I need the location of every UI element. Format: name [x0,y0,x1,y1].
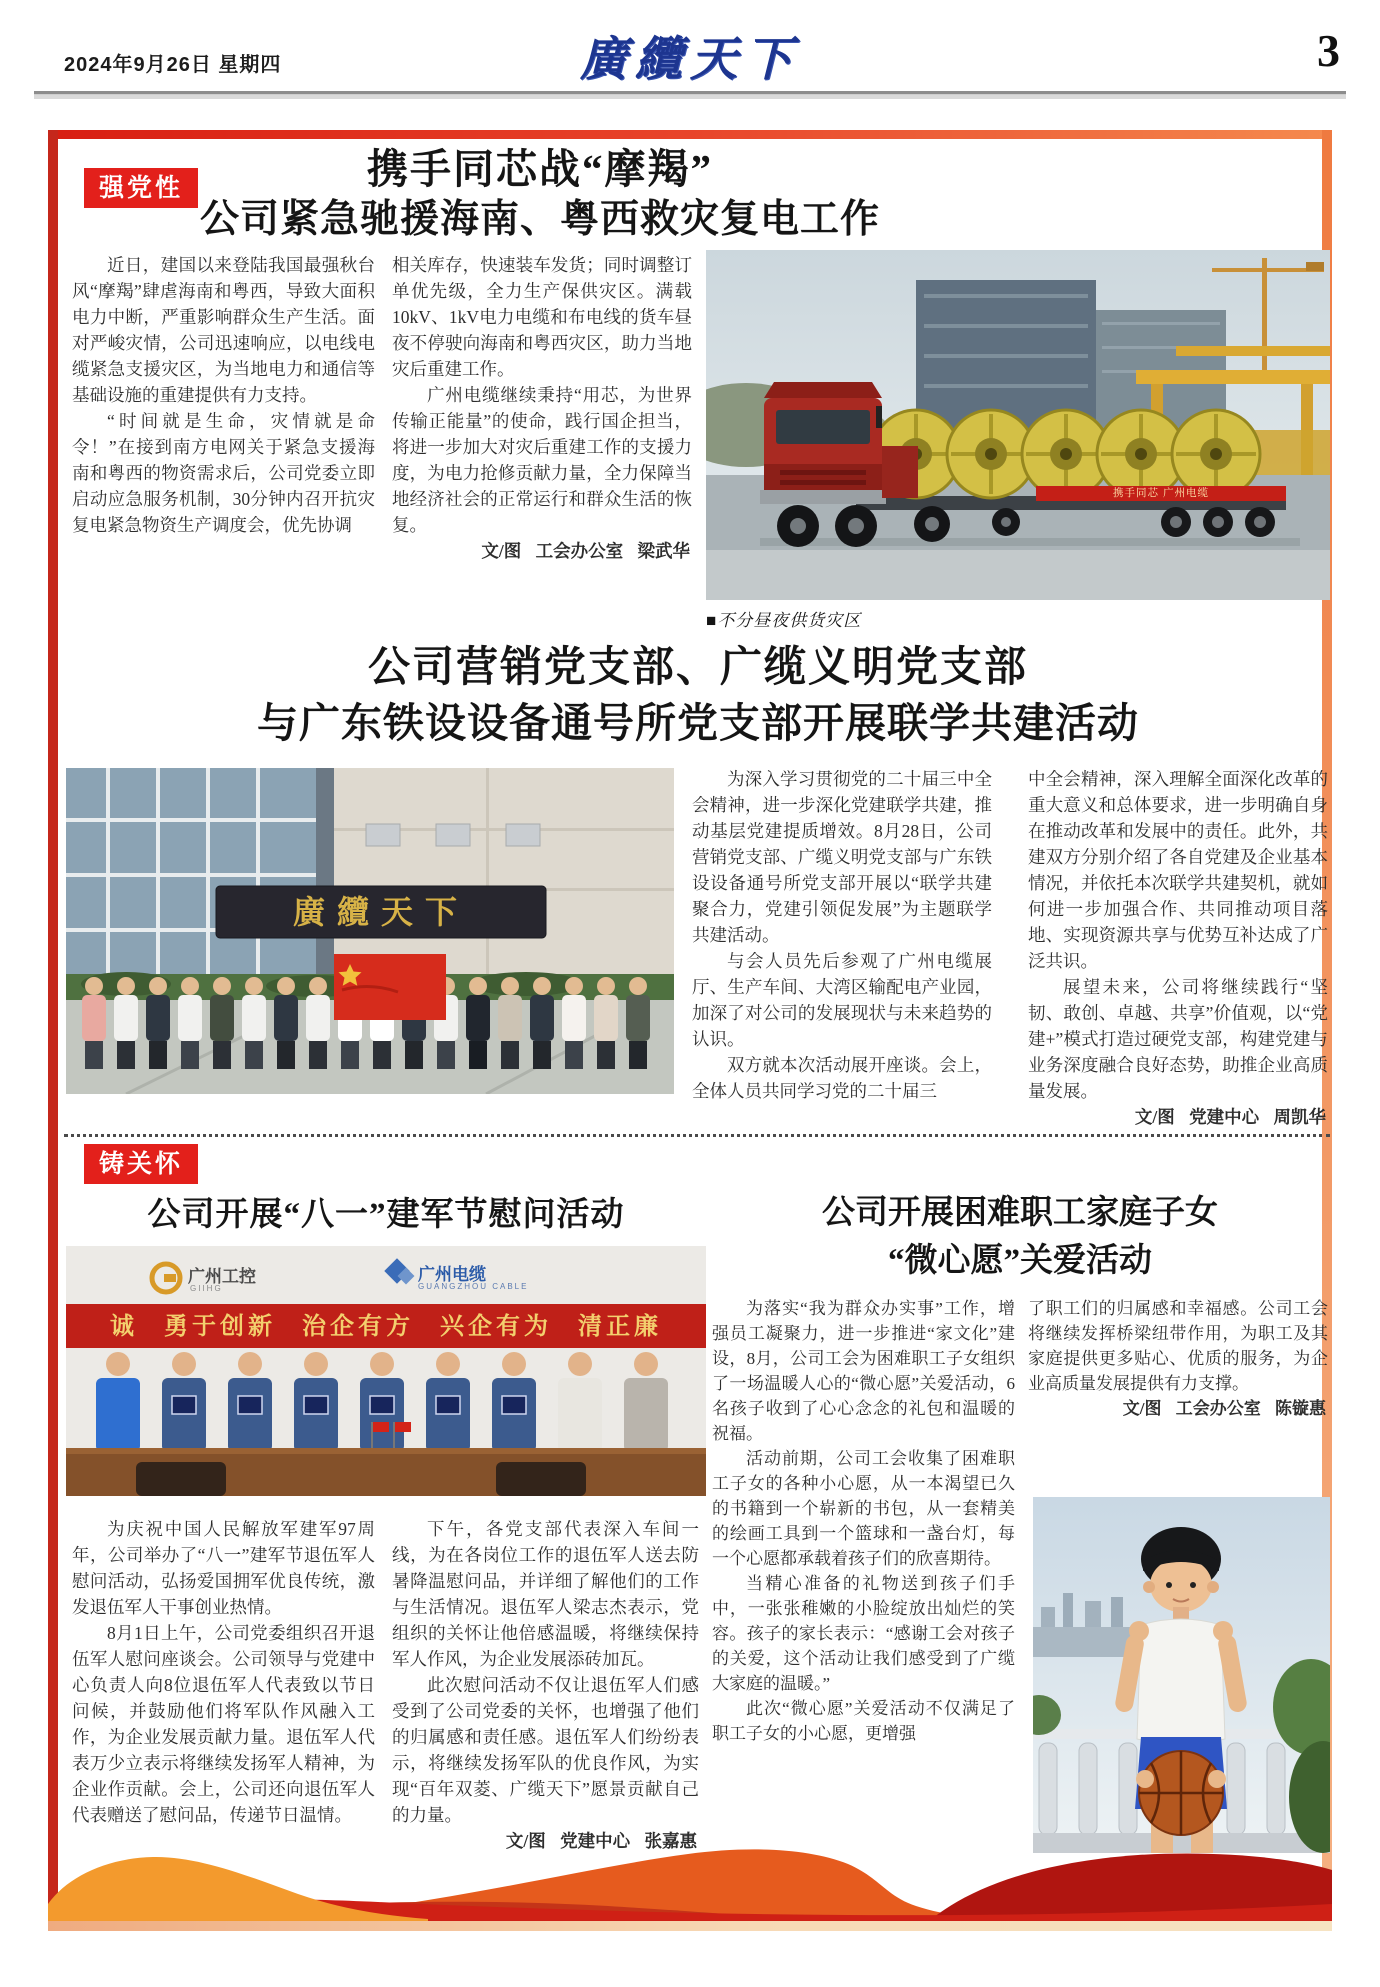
basketball [1139,1751,1223,1835]
typhoon-column-2 [392,252,692,564]
paragraph: 近日，建国以来登陆我国最强秋台风“摩羯”肆虐海南和粤西，导致大面积电力中断，严重影响群众生产生活。面对严峻灾情，公司迅速响应，以电线电缆紧急支援灾区，为当地电力和通信等基础设施的重建提供有力支持。 [72,255,375,405]
paragraph: 活动前期，公司工会收集了困难职工子女的各种小心愿，从一本渴望已久的书籍到一个崭新的书包，从一套精美的绘画工具到一个篮球和一盏台灯，每一个心愿都承载着孩子们的欣喜期待。 [712,1449,1015,1568]
page-number: 3 [1317,25,1340,76]
truck-banner-text: 携手同芯 广州电缆 [1113,487,1209,499]
paragraph: 为深入学习贯彻党的二十届三中全会精神，进一步深化党建联学共建，推动基层党建提质增效。8月28日，公司营销党支部、广缆义明党支部与广东铁设设备通号所党支部开展以“联学共建聚合力，党建引领促发展”为主题联学共建活动。 [692,769,992,945]
joint-study-headline-line2: 与广东铁设设备通号所党支部开展联学共建活动 [257,700,1139,746]
cable-logo-sub: GUANGZHOU CABLE [418,1282,529,1291]
giihg-logo-name: 广州工控 [188,1267,256,1286]
army-day-headline: 公司开展“八一”建军节慰问活动 [147,1197,625,1233]
joint-study-headline-line1: 公司营销党支部、广缆义明党支部 [367,645,1028,691]
joint-study-column-2 [1028,766,1328,1130]
micro-wish-headline-line1: 公司开展困难职工家庭子女 [822,1195,1218,1231]
micro-wish-byline: 文/图 工会办公室 陈镟惠 [1122,1399,1326,1418]
frame-left-border [48,130,58,1931]
paragraph: 为落实“我为群众办实事”工作，增强员工凝聚力，进一步推进“家文化”建设，8月，公司工会为困难职工子女组织了一场温暖人心的“微心愿”关爱活动，6名孩子收到了心心念念的礼包和温暖的祝福。 [712,1299,1015,1443]
paragraph: 广州电缆继续秉持“用芯，为世界传输正能量”的使命，践行国企担当，将进一步加大对灾后重建工作的支援力度，为电力抢修贡献力量，全力保障当地经济社会的正常运行和群众生活的恢复。 [392,385,692,535]
army-day-column-2 [392,1516,699,1854]
paragraph: 此次“微心愿”关爱活动不仅满足了职工子女的小心愿，更增强 [712,1699,1015,1743]
paragraph: 8月1日上午，公司党委组织召开退伍军人慰问座谈会。公司领导与党建中心负责人向8位退伍军人代表致以节日问候，并鼓励他们将军队作风融入工作，为企业发展贡献力量。退伍军人代表万少立表示将继续发扬军人精神，为企业作贡献。会上，公司还向退伍军人代表赠送了慰问品，传递节日温情。 [72,1623,375,1825]
joint-study-byline: 文/图 党建中心 周凯华 [1134,1107,1326,1127]
typhoon-byline: 文/图 工会办公室 梁武华 [481,541,690,561]
slogan-banner-text: 诚 勇于创新 治企有方 兴企有为 清正廉 [110,1314,662,1340]
workers-row [96,1352,668,1452]
boy-photo [1033,1497,1330,1853]
building-sign-text: 廣纜天下 [292,894,469,930]
paragraph: 此次慰问活动不仅让退伍军人们感受到了公司党委的关怀，也增强了他们的归属感和责任感。退伍军人们纷纷表示，将继续发扬军队的优良作风，为实现“百年双菱、广缆天下”愿景贡献自己的力量。 [392,1675,699,1825]
typhoon-column-1 [72,252,375,538]
masthead: 廣纜天下 [580,34,800,86]
slogan-banner-strip [66,1304,706,1348]
cable-reels [872,410,1260,498]
paragraph: “时间就是生命，灾情就是命令！”在接到南方电网关于紧急支援海南和粤西的物资需求后，公司党委立即启动应急服务机制，30分钟内召开抗灾复电紧急物资生产调度会，优先协调 [72,411,375,535]
party-flag [334,954,446,1020]
header-rule [34,91,1346,95]
army-day-column-1 [72,1516,375,1828]
cable-logo-name: 广州电缆 [418,1265,486,1284]
paragraph: 相关库存，快速装车发货；同时调整订单优先级，全力生产保供灾区。满载10kV、1kV电力电缆和布电线的货车昼夜不停驶向海南和粤西灾区，助力当地灾后重建工作。 [392,255,692,379]
paragraph: 与会人员先后参观了广州电缆展厅、生产车间、大湾区输配电产业园，加深了对公司的发展现状与未来趋势的认识。 [692,951,992,1049]
typhoon-headline-line2: 公司紧急驰援海南、粤西救灾复电工作 [199,198,880,241]
paragraph: 了职工们的归属感和幸福感。公司工会将继续发挥桥梁纽带作用，为职工及其家庭提供更多贴心、优质的服务，为企业高质量发展提供有力支撑。 [1028,1299,1328,1393]
micro-wish-headline-line2: “微心愿”关爱活动 [888,1243,1152,1279]
footer-wave-graphic [48,1842,1332,1922]
workers-photo-art [66,1246,706,1496]
truck-photo-art [706,250,1330,600]
boy-photo-art [1033,1497,1330,1853]
building-facade [66,768,674,978]
paragraph: 当精心准备的礼物送到孩子们手中，一张张稚嫩的小脸绽放出灿烂的笑容。孩子的家长表示：“感谢工会对孩子的关爱，这个活动让我们感受到了广缆大家庭的温暖。” [712,1574,1015,1693]
group-photo-art [66,768,674,1094]
header-date: 2024年9月26日 星期四 [64,54,282,76]
typhoon-headline-line1: 携手同芯战“摩羯” [367,146,713,192]
group-photo [66,768,674,1094]
paragraph: 中全会精神，深入理解全面深化改革的重大意义和总体要求，进一步明确自身在推动改革和发展中的责任。此外，共建双方分别介绍了各自党建及企业基本情况，并依托本次联学共建契机，就如何进一步加强合作、共同推动项目落地、实现资源共享与优势互补达成了广泛共识。 [1028,769,1328,971]
section-divider [64,1134,1330,1137]
truck-banner-strip [1036,486,1286,501]
workers-photo [66,1246,706,1496]
army-day-byline: 文/图 党建中心 张嘉惠 [505,1831,697,1851]
section-tag-care: 铸关怀 [84,1144,198,1184]
truck-photo-caption: ■不分昼夜供货灾区 [706,611,862,630]
paragraph: 下午，各党支部代表深入车间一线，为在各岗位工作的退伍军人送去防暑降温慰问品，并详细了解他们的工作与生活情况。退伍军人梁志杰表示，党组织的关怀让他倍感温暖，将继续保持军人作风，为企业发展添砖加瓦。 [392,1519,699,1669]
paragraph: 双方就本次活动展开座谈。会上，全体人员共同学习党的二十届三 [692,1055,992,1101]
paragraph: 展望未来，公司将继续践行“坚韧、敢创、卓越、共享”价值观，以“党建+”模式打造过硬党支部，构建党建与业务深度融合良好态势，助推企业高质量发展。 [1028,977,1328,1101]
truck-photo [706,250,1330,600]
footer-peach-band [48,1921,1332,1931]
building-sign-board [216,886,546,938]
paragraph: 为庆祝中国人民解放军建军97周年，公司举办了“八一”建军节退伍军人慰问活动，弘扬爱国拥军优良传统，激发退伍军人干事创业热情。 [72,1519,375,1617]
joint-study-column-1 [692,766,992,1104]
micro-wish-column-2 [1028,1296,1328,1421]
giihg-logo-sub: GIIHG [190,1284,223,1293]
section-tag-party: 强党性 [84,168,198,208]
micro-wish-column-1 [712,1296,1015,1746]
